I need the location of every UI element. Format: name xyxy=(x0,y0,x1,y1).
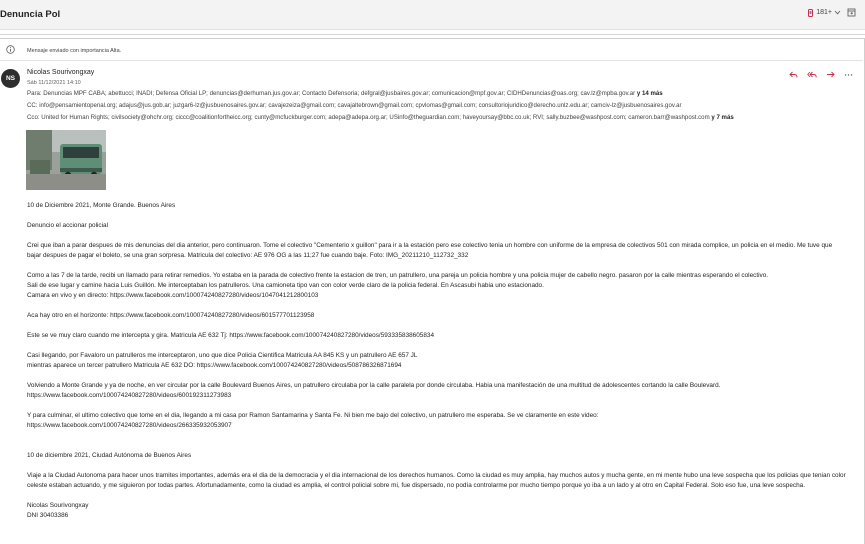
importance-banner xyxy=(0,41,863,61)
body-paragraph: 10 de diciembre 2021, Ciudad Autónoma de Buenos Aires xyxy=(27,452,192,459)
body-paragraph: Viaje a la Ciudad Autonoma para hacer unos tramites importantes, además era el dia de la democracia y el dia internacional de los derechos humanos. Como la ciudad es muy amplia, hay muchos autos y mucha gente, en mi mente hubo una leve sospecha que los policias que tenian color celeste estaban actuando, y me siguieron por todas partes. Afortunadamente, como la ciudad es amplia, el control policial sobre mi, fue dispersado, no podía controlarme por mucho tiempo porque yo iba a un lado y al otro en Capital Federal. Solo eso fue, una leve sospecha. xyxy=(27,472,846,489)
body-paragraph xyxy=(27,211,847,221)
message-actions xyxy=(789,71,853,79)
body-paragraph: Casi llegando, por Favaloro un patrulleros me interceptaron, uno que dice Policia Cientifica Matricula AA 845 KS y un patrullero AE 657 JL xyxy=(27,352,418,359)
body-paragraph xyxy=(27,371,847,381)
cc-recipients[interactable]: info@pensamientopenal.org; adajus@jus.gob.ar; juzgar6-lz@jusbuenosaires.gov.ar; cavajezeiza@gmail.com; cavajaltebrown@gmail.com; cpvlomas@gmail.com; consultoriojuridico@derecho.unlz.edu.ar; camciv-lz@jusbuenosaires.gov.ar xyxy=(39,102,682,109)
cco-more-link[interactable]: y 7 más xyxy=(711,114,734,121)
body-paragraph: https://www.facebook.com/100074240827280/videos/266335932053907 xyxy=(27,422,232,429)
body-paragraph xyxy=(27,431,847,441)
body-paragraph: Crei que iban a parar despues de mis denuncias del dia anterior, pero continuaron. Tome el colectivo "Cementerio x guillon" para ir a la estación pero ese colectivo tenia un hombre con uniforme de la empresa de colectivos 501 con mirada complice, un policia en el medio. Me tuve que bajar despues de pagar el boleto, se una gran sorpresa. Matricula del colectivo: AE 976 OG a las 11;27 fue cuando baje. Foto: IMG_20211210_112732_332 xyxy=(27,242,833,259)
body-paragraph: Como a las 7 de la tarde, recibi un llamado para retirar remedios. Yo estaba en la parada de colectivo frente la estacion de tren, un patrullero, una pareja un policia hombre y una policia mujer de cabello negro. pasaron por la calle mientras esperando el colectivo. xyxy=(27,272,769,279)
email-subject: Denuncia Pol xyxy=(0,9,61,20)
cco-line xyxy=(27,114,734,121)
thread-count: 181+ xyxy=(816,9,832,16)
chevron-down-icon xyxy=(834,10,841,15)
body-paragraph xyxy=(27,491,847,501)
cco-label: Cco: xyxy=(27,114,40,121)
body-paragraph xyxy=(27,341,847,351)
body-paragraph xyxy=(27,321,847,331)
body-paragraph: https://www.facebook.com/100074240827280/videos/600192311273983 xyxy=(27,392,232,399)
body-paragraph: Este se ve muy claro cuando me intercepta y gira. Matricula AE 632 Tj: https://www.facebook.com/100074240827280/videos/593335838605834 xyxy=(27,332,435,339)
body-paragraph xyxy=(27,401,847,411)
open-in-new-window-icon[interactable] xyxy=(847,8,856,17)
body-paragraph: Volviendo a Monte Grande y ya de noche, en ver circular por la calle Boulevard Buenos Aires, un patrullero circulaba por la calle paralela por donde circulaba. Habia una manifestación de una multitud de adolescentes cortando la calle Boulevard. xyxy=(27,382,721,389)
body-paragraph: mientras aparece un tercer patrullero Matricula AE 632 DO: https://www.facebook.com/100074240827280/videos/508786326871694 xyxy=(27,362,402,369)
to-label: Para: xyxy=(27,90,42,97)
avatar[interactable]: NS xyxy=(1,69,20,88)
reply-icon[interactable] xyxy=(789,71,798,79)
body-paragraph: Aca hay otro en el horizonte: https://www.facebook.com/100074240827280/videos/601577701123958 xyxy=(27,312,315,319)
forward-icon[interactable] xyxy=(826,71,835,79)
cc-label: CC: xyxy=(27,102,38,109)
body-paragraph: 10 de Diciembre 2021, Monte Grande. Buenos Aires xyxy=(27,202,176,209)
header-tools xyxy=(807,8,856,17)
sent-date: Sáb 11/12/2021 14:10 xyxy=(27,80,81,86)
info-icon xyxy=(6,45,15,54)
body-paragraph xyxy=(27,261,847,271)
body-paragraph xyxy=(27,231,847,241)
body-paragraph: Nicolas Sourivongxay xyxy=(27,502,89,509)
reply-all-icon[interactable] xyxy=(807,71,817,79)
cc-line xyxy=(27,102,682,109)
body-paragraph: Denuncio el accionar policial xyxy=(27,222,108,229)
more-options-icon[interactable] xyxy=(844,71,853,79)
body-paragraph xyxy=(27,461,847,471)
bus-photo-graphic xyxy=(26,130,106,190)
cco-recipients[interactable]: United for Human Rights; civilsociety@ohchr.org; ciccc@coalitionfortheicc.org; cunty@mcfuckburger.com; adepa@adepa.org.ar; USinfo@theguardian.com; haveyoursay@bbc.co.uk; RVI; sally.buzbee@washpost.com; cameron.barr@washpost.com xyxy=(41,114,710,121)
thread-count-button[interactable] xyxy=(807,9,841,17)
email-body xyxy=(27,201,847,521)
to-line xyxy=(27,90,663,97)
tag-icon xyxy=(807,9,814,17)
importance-text: Mensaje enviado con importancia Alta. xyxy=(27,48,122,54)
body-paragraph: Y para culminar, el ultimo colectivo que tome en el dia, llegando a mi casa por Ramon Santamarina y Santa Fe. Ni bien me bajo del colectivo, un patrullero me esperaba. Se ve claramente en este video: xyxy=(27,412,599,419)
body-paragraph xyxy=(27,301,847,311)
divider xyxy=(0,34,865,35)
body-paragraph xyxy=(27,441,847,451)
body-paragraph: DNI 30403386 xyxy=(27,512,69,519)
inline-image-bus-photo[interactable] xyxy=(26,130,106,190)
body-paragraph: Camara en vivo y en directo: https://www.facebook.com/100074240827280/videos/1047041212800103 xyxy=(27,292,319,299)
body-paragraph: Sali de ese lugar y camine hacia Luis Guillón. Me interceptaban los patrulleros. Una camioneta tipo van con color verde claro de la policia federal. En Ascasubi habia uno estacionado. xyxy=(27,282,544,289)
reading-pane-header xyxy=(0,0,865,30)
to-more-link[interactable]: y 14 más xyxy=(636,90,663,97)
to-recipients[interactable]: Denuncias MPF CABA; abettucci; INADI; Defensa Oficial LP; denuncias@derhuman.jus.gov.ar; Contacto Defensoria; defgral@jusbaires.gov.ar; comunicacion@mpf.gov.ar; CIDHDenuncias@oas.org; cav.lz@mpba.gov.ar xyxy=(43,90,636,97)
sender-name[interactable]: Nicolas Sourivongxay xyxy=(27,69,95,76)
